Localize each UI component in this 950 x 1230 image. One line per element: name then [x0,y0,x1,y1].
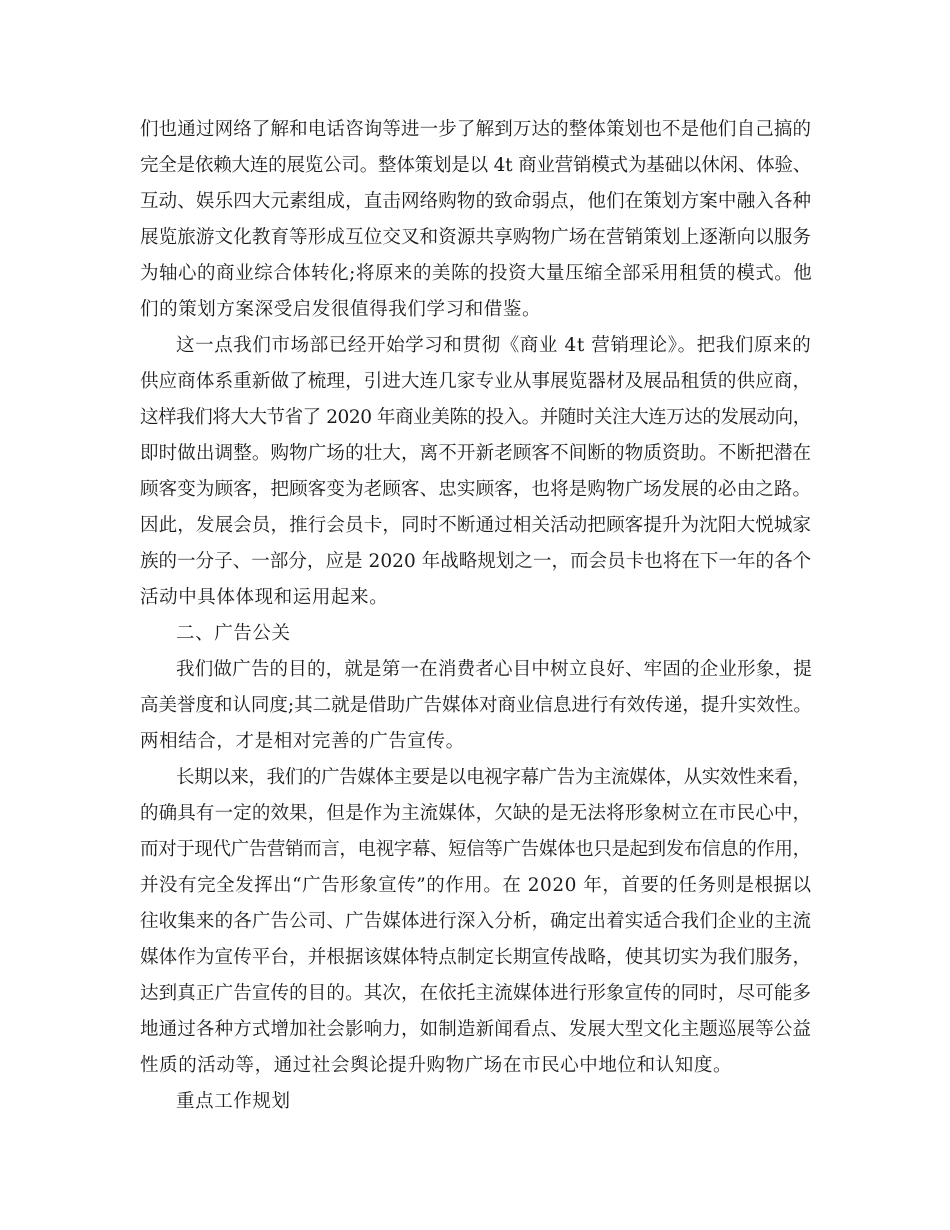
text-line: 两相结合，才是相对完善的广告宣传。 [140,731,465,752]
text-line: 媒体作为宣传平台，并根据该媒体特点制定长期宣传战略，使其切实为我们服务， [140,947,812,968]
text-line: 顾客变为顾客，把顾客变为老顾客、忠实顾客，也将是购物广场发展的必由之路。 [140,479,812,500]
text-line: 活动中具体体现和运用起来。 [140,587,389,608]
text-line: 即时做出调整。购物广场的壮大，离不开新老顾客不间断的物质资助。不断把潜在 [140,443,812,464]
text-line: 并没有完全发挥出“广告形象宣传”的作用。在 2020 年，首要的任务则是根据以 [140,875,812,896]
text-line: 高美誉度和认同度;其二就是借助广告媒体对商业信息进行有效传递，提升实效性。 [140,695,812,716]
text-line: 供应商体系重新做了梳理，引进大连几家专业从事展览器材及展品租赁的供应商， [140,371,812,392]
text-line: 往收集来的各广告公司、广告媒体进行深入分析，确定出着实适合我们企业的主流 [140,911,812,932]
text-line: 我们做广告的目的，就是第一在消费者心目中树立良好、牢固的企业形象，提 [176,659,813,680]
text-line: 展览旅游文化教育等形成互位交叉和资源共享购物广场在营销策划上逐渐向以服务 [140,227,812,248]
text-line: 因此，发展会员，推行会员卡，同时不断通过相关活动把顾客提升为沈阳大悦城家 [140,515,812,536]
text-line: 们的策划方案深受启发很值得我们学习和借鉴。 [140,299,542,320]
text-line: 们也通过网络了解和电话咨询等进一步了解到万达的整体策划也不是他们自己搞的 [140,119,812,140]
text-line: 长期以来，我们的广告媒体主要是以电视字幕广告为主流媒体，从实效性来看， [176,767,811,788]
text-line: 地通过各种方式增加社会影响力，如制造新闻看点、发展大型文化主题巡展等公益 [140,1019,812,1040]
text-line: 族的一分子、一部分，应是 2020 年战略规划之一，而会员卡也将在下一年的各个 [140,551,812,572]
text-line: 这一点我们市场部已经开始学习和贯彻《商业 4t 营销理论》。把我们原来的 [176,335,812,356]
text-line: 为轴心的商业综合体转化;将原来的美陈的投资大量压缩全部采用租赁的模式。他 [140,263,813,284]
text-line: 的确具有一定的效果，但是作为主流媒体，欠缺的是无法将形象树立在市民心中， [140,803,812,824]
text-line: 而对于现代广告营销而言，电视字幕、短信等广告媒体也只是起到发布信息的作用， [140,839,811,860]
text-line: 互动、娱乐四大元素组成，直击网络购物的致命弱点，他们在策划方案中融入各种 [140,191,812,212]
text-line: 性质的活动等，通过社会舆论提升购物广场在市民心中地位和认知度。 [140,1055,733,1076]
section-heading: 二、广告公关 [176,623,291,644]
text-line: 完全是依赖大连的展览公司。整体策划是以 4t 商业营销模式为基础以休闲、体验、 [140,155,812,176]
text-line: 达到真正广告宣传的目的。其次，在依托主流媒体进行形象宣传的同时，尽可能多 [140,983,812,1004]
text-line: 这样我们将大大节省了 2020 年商业美陈的投入。并随时关注大连万达的发展动向， [140,407,811,428]
section-heading: 重点工作规划 [176,1091,291,1112]
